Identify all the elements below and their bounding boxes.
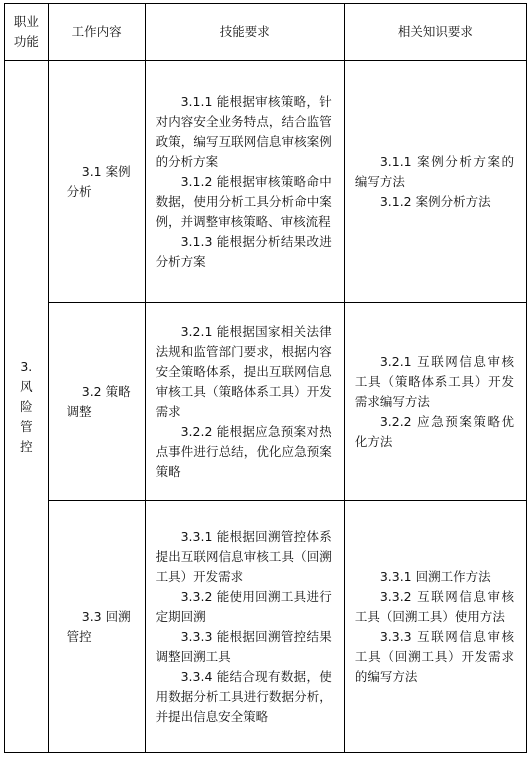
header-skills: 技能要求 xyxy=(145,4,344,61)
work-content-name: 调整 xyxy=(66,403,92,419)
function-cell xyxy=(5,61,49,753)
skills-cell xyxy=(145,501,344,753)
skill-item: 3.1.1 能根据审核策略，针对内容安全业务特点，结合监管政策，编写互联网信息审核案例的分析方案 xyxy=(155,93,332,169)
skills-cell xyxy=(145,303,344,501)
knowledge-cell xyxy=(344,61,526,303)
skills-standard-table xyxy=(4,3,527,753)
knowledge-cell xyxy=(344,303,526,501)
work-content-cell xyxy=(48,303,145,501)
header-work: 工作内容 xyxy=(48,4,145,61)
knowledge-cell xyxy=(344,501,526,753)
skill-item: 3.1.3 能根据分析结果改进分析方案 xyxy=(155,233,332,269)
knowledge-item: 3.3.1 回溯工作方法 xyxy=(379,568,491,584)
knowledge-item: 3.2.2 应急预案策略优化方法 xyxy=(354,413,514,449)
work-content-cell xyxy=(48,61,145,303)
work-content-number: 3.3 回溯 xyxy=(81,608,131,624)
header-row xyxy=(5,4,527,61)
knowledge-item: 3.1.1 案例分析方案的编写方法 xyxy=(354,153,514,189)
knowledge-item: 3.2.1 互联网信息审核工具（策略体系工具）开发需求编写方法 xyxy=(354,353,514,409)
skill-item: 3.2.1 能根据国家相关法律法规和监管部门要求，根据内容安全策略体系，提出互联网信息审核工具（策略体系工具）开发需求 xyxy=(155,323,332,419)
skill-item: 3.2.2 能根据应急预案对热点事件进行总结，优化应急预案策略 xyxy=(155,423,332,479)
table-row xyxy=(5,303,527,501)
work-content-name: 分析 xyxy=(66,183,92,199)
work-content-cell xyxy=(48,501,145,753)
skill-item: 3.1.2 能根据审核策略命中数据，使用分析工具分析命中案例，并调整审核策略、审核流程 xyxy=(155,173,332,229)
knowledge-item: 3.3.2 互联网信息审核工具（回溯工具）使用方法 xyxy=(354,588,514,624)
header-knowledge: 相关知识要求 xyxy=(344,4,526,61)
skill-item: 3.3.3 能根据回溯管控结果调整回溯工具 xyxy=(155,628,332,664)
header-function: 职业功能 xyxy=(5,4,49,61)
function-number: 3. xyxy=(20,358,33,374)
skill-item: 3.3.2 能使用回溯工具进行定期回溯 xyxy=(155,588,332,624)
knowledge-item: 3.3.3 互联网信息审核工具（回溯工具）开发需求的编写方法 xyxy=(354,628,514,684)
work-content-number: 3.1 案例 xyxy=(81,163,131,179)
knowledge-item: 3.1.2 案例分析方法 xyxy=(379,193,491,209)
table-row xyxy=(5,501,527,753)
work-content-number: 3.2 策略 xyxy=(81,383,131,399)
skill-item: 3.3.4 能结合现有数据，使用数据分析工具进行数据分析，并提出信息安全策略 xyxy=(155,668,332,724)
function-name: 风险管控 xyxy=(20,378,33,454)
skills-cell xyxy=(145,61,344,303)
table-row xyxy=(5,61,527,303)
skill-item: 3.3.1 能根据回溯管控体系提出互联网信息审核工具（回溯工具）开发需求 xyxy=(155,528,332,584)
work-content-name: 管控 xyxy=(66,628,92,644)
